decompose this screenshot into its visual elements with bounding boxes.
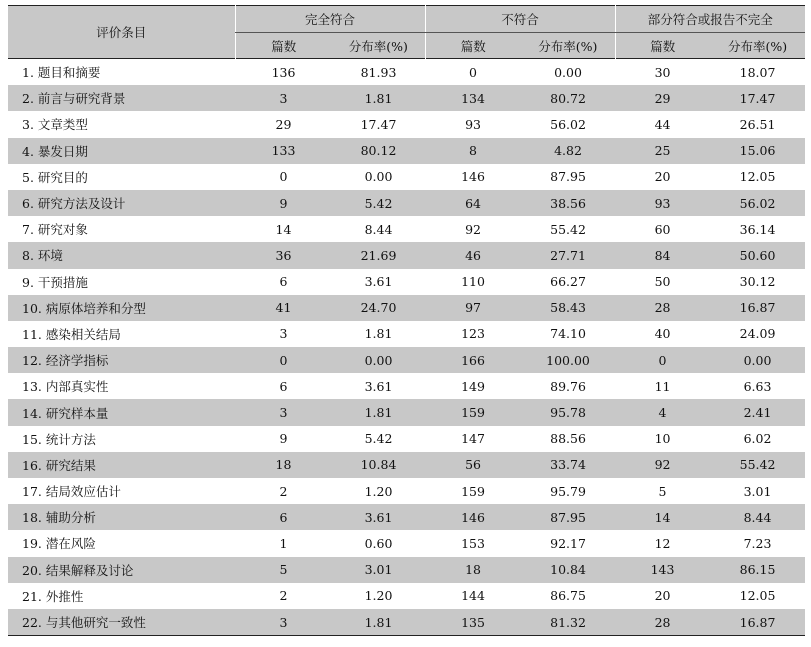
full-count: 0 <box>279 169 288 185</box>
partial-rate: 56.02 <box>710 190 805 216</box>
full-rate: 1.81 <box>364 326 393 342</box>
header-group-full: 完全符合 <box>235 6 425 33</box>
partial-rate: 6.63 <box>743 378 772 394</box>
table-row <box>8 557 805 583</box>
partial-rate: 3.01 <box>743 483 772 499</box>
full-rate: 17.47 <box>360 116 397 132</box>
partial-count: 84 <box>615 242 710 268</box>
non-rate: 27.71 <box>521 242 615 268</box>
non-count: 144 <box>461 588 485 604</box>
non-rate: 56.02 <box>550 116 586 132</box>
table-row <box>8 138 805 164</box>
evaluation-table <box>8 5 805 636</box>
full-count: 41 <box>235 295 332 321</box>
full-rate: 81.93 <box>360 64 397 80</box>
table-row <box>8 478 805 504</box>
non-count: 56 <box>425 452 521 478</box>
full-rate: 1.81 <box>332 609 425 636</box>
non-count: 64 <box>425 190 521 216</box>
full-count: 6 <box>279 378 288 394</box>
row-item-label: 5. 研究目的 <box>22 169 88 185</box>
non-count: 93 <box>465 116 481 132</box>
table-header <box>8 6 805 59</box>
table-row <box>8 242 805 268</box>
non-rate: 38.56 <box>521 190 615 216</box>
full-count: 6 <box>279 274 288 290</box>
non-count: 134 <box>425 85 521 111</box>
table-row <box>8 373 805 399</box>
partial-count: 50 <box>654 274 671 290</box>
row-item-label: 8. 环境 <box>8 242 235 268</box>
non-rate: 81.32 <box>521 609 615 636</box>
table-row <box>8 111 805 137</box>
full-count: 133 <box>235 138 332 164</box>
row-item-label: 10. 病原体培养和分型 <box>8 295 235 321</box>
partial-rate: 8.44 <box>710 504 805 530</box>
full-rate: 8.44 <box>364 221 393 237</box>
full-count: 14 <box>275 221 292 237</box>
full-count: 3 <box>235 85 332 111</box>
row-item-label: 21. 外推性 <box>22 588 84 604</box>
non-count: 46 <box>425 242 521 268</box>
full-rate: 21.69 <box>332 242 425 268</box>
header-rate: 分布率(%) <box>710 33 805 59</box>
non-rate: 0.00 <box>554 64 582 80</box>
full-rate: 1.81 <box>332 399 425 425</box>
non-rate: 4.82 <box>521 138 615 164</box>
table-row <box>8 583 805 609</box>
full-count: 9 <box>235 190 332 216</box>
partial-count: 143 <box>615 557 710 583</box>
table-body <box>8 59 805 636</box>
non-count: 147 <box>461 431 485 447</box>
partial-count: 0 <box>615 347 710 373</box>
full-count: 3 <box>235 609 332 636</box>
partial-count: 20 <box>654 169 671 185</box>
row-item-label: 19. 潜在风险 <box>22 536 96 552</box>
non-count: 123 <box>461 326 485 342</box>
row-item-label: 17. 结局效应估计 <box>22 484 121 500</box>
partial-count: 28 <box>615 295 710 321</box>
row-item-label: 4. 暴发日期 <box>8 138 235 164</box>
partial-count: 92 <box>615 452 710 478</box>
non-count: 135 <box>425 609 521 636</box>
header-count: 篇数 <box>235 33 332 59</box>
table-row <box>8 321 805 347</box>
header-group-non: 不符合 <box>425 6 615 33</box>
full-count: 6 <box>235 504 332 530</box>
row-item-label: 6. 研究方法及设计 <box>8 190 235 216</box>
partial-count: 40 <box>654 326 671 342</box>
non-rate: 88.56 <box>550 431 586 447</box>
full-rate: 5.42 <box>364 431 393 447</box>
partial-rate: 86.15 <box>710 557 805 583</box>
partial-rate: 15.06 <box>710 138 805 164</box>
non-count: 8 <box>425 138 521 164</box>
partial-count: 44 <box>654 116 671 132</box>
row-item-label: 18. 辅助分析 <box>8 504 235 530</box>
non-rate: 86.75 <box>550 588 586 604</box>
full-rate: 5.42 <box>332 190 425 216</box>
full-rate: 80.12 <box>332 138 425 164</box>
evaluation-table-container <box>8 5 805 636</box>
row-item-label: 9. 干预措施 <box>22 274 88 290</box>
full-rate: 0.00 <box>332 347 425 373</box>
partial-rate: 50.60 <box>710 242 805 268</box>
table-row <box>8 164 805 190</box>
non-count: 18 <box>425 557 521 583</box>
partial-rate: 16.87 <box>710 609 805 636</box>
table-row <box>8 190 805 216</box>
table-row <box>8 399 805 425</box>
full-rate: 1.81 <box>332 85 425 111</box>
non-rate: 55.42 <box>550 221 586 237</box>
partial-count: 11 <box>654 378 671 394</box>
full-count: 2 <box>279 483 288 499</box>
full-rate: 3.61 <box>364 378 393 394</box>
row-item-label: 3. 文章类型 <box>22 117 88 133</box>
non-count: 159 <box>461 483 485 499</box>
full-rate: 10.84 <box>332 452 425 478</box>
header-count: 篇数 <box>425 33 521 59</box>
partial-rate: 55.42 <box>710 452 805 478</box>
full-count: 136 <box>271 64 296 80</box>
full-rate: 0.00 <box>364 169 393 185</box>
non-count: 149 <box>461 378 485 394</box>
non-rate: 33.74 <box>521 452 615 478</box>
full-rate: 3.01 <box>332 557 425 583</box>
header-count: 篇数 <box>615 33 710 59</box>
row-item-label: 16. 研究结果 <box>8 452 235 478</box>
partial-rate: 7.23 <box>743 535 772 551</box>
partial-count: 30 <box>654 64 671 80</box>
table-row <box>8 295 805 321</box>
non-count: 146 <box>461 169 485 185</box>
partial-rate: 12.05 <box>739 588 776 604</box>
partial-rate: 17.47 <box>710 85 805 111</box>
non-count: 97 <box>425 295 521 321</box>
non-rate: 58.43 <box>521 295 615 321</box>
partial-count: 4 <box>615 399 710 425</box>
table-row <box>8 269 805 295</box>
partial-count: 25 <box>615 138 710 164</box>
non-rate: 87.95 <box>521 504 615 530</box>
non-rate: 95.79 <box>550 483 586 499</box>
partial-rate: 6.02 <box>743 431 772 447</box>
partial-count: 60 <box>654 221 671 237</box>
non-rate: 66.27 <box>550 274 586 290</box>
partial-count: 93 <box>615 190 710 216</box>
partial-count: 12 <box>654 535 671 551</box>
partial-count: 14 <box>615 504 710 530</box>
non-rate: 74.10 <box>550 326 586 342</box>
table-row <box>8 530 805 556</box>
full-count: 18 <box>235 452 332 478</box>
non-count: 153 <box>461 535 485 551</box>
table-row <box>8 85 805 111</box>
non-count: 110 <box>461 274 485 290</box>
full-rate: 24.70 <box>332 295 425 321</box>
partial-count: 10 <box>654 431 671 447</box>
non-count: 159 <box>425 399 521 425</box>
full-count: 2 <box>279 588 288 604</box>
row-item-label: 2. 前言与研究背景 <box>8 85 235 111</box>
full-count: 9 <box>279 431 288 447</box>
row-item-label: 13. 内部真实性 <box>22 379 109 395</box>
header-rate: 分布率(%) <box>332 33 425 59</box>
full-rate: 1.20 <box>364 483 393 499</box>
full-rate: 3.61 <box>364 274 393 290</box>
table-row <box>8 609 805 636</box>
non-rate: 95.78 <box>521 399 615 425</box>
non-rate: 100.00 <box>521 347 615 373</box>
table-row <box>8 347 805 373</box>
partial-rate: 16.87 <box>710 295 805 321</box>
non-rate: 92.17 <box>550 535 586 551</box>
row-item-label: 14. 研究样本量 <box>8 399 235 425</box>
non-rate: 87.95 <box>550 169 586 185</box>
full-rate: 1.20 <box>364 588 393 604</box>
partial-rate: 0.00 <box>710 347 805 373</box>
table-row <box>8 216 805 242</box>
table-row <box>8 426 805 452</box>
row-item-label: 12. 经济学指标 <box>8 347 235 373</box>
non-count: 92 <box>465 221 481 237</box>
non-rate: 80.72 <box>521 85 615 111</box>
full-count: 3 <box>279 326 288 342</box>
partial-count: 28 <box>615 609 710 636</box>
full-count: 5 <box>235 557 332 583</box>
row-item-label: 22. 与其他研究一致性 <box>8 609 235 636</box>
partial-count: 29 <box>615 85 710 111</box>
partial-rate: 30.12 <box>739 274 776 290</box>
header-group-partial: 部分符合或报告不完全 <box>615 6 805 33</box>
header-item: 评价条目 <box>8 6 235 59</box>
full-count: 36 <box>235 242 332 268</box>
row-item-label: 20. 结果解释及讨论 <box>8 557 235 583</box>
non-count: 166 <box>425 347 521 373</box>
non-count: 146 <box>425 504 521 530</box>
partial-rate: 26.51 <box>739 116 776 132</box>
row-item-label: 1. 题目和摘要 <box>22 65 101 81</box>
partial-rate: 18.07 <box>739 64 776 80</box>
full-count: 3 <box>235 399 332 425</box>
partial-count: 20 <box>654 588 671 604</box>
row-item-label: 11. 感染相关结局 <box>22 326 121 342</box>
non-rate: 10.84 <box>521 557 615 583</box>
partial-rate: 12.05 <box>739 169 776 185</box>
full-count: 1 <box>279 535 288 551</box>
table-row <box>8 452 805 478</box>
partial-count: 5 <box>658 483 667 499</box>
non-count: 0 <box>469 64 477 80</box>
full-count: 29 <box>275 116 292 132</box>
partial-rate: 36.14 <box>739 221 776 237</box>
full-rate: 3.61 <box>332 504 425 530</box>
partial-rate: 24.09 <box>739 326 776 342</box>
non-rate: 89.76 <box>550 378 586 394</box>
header-rate: 分布率(%) <box>521 33 615 59</box>
partial-rate: 2.41 <box>710 399 805 425</box>
row-item-label: 7. 研究对象 <box>22 222 88 238</box>
table-row <box>8 59 805 86</box>
full-rate: 0.60 <box>364 535 393 551</box>
table-row <box>8 504 805 530</box>
full-count: 0 <box>235 347 332 373</box>
row-item-label: 15. 统计方法 <box>22 431 96 447</box>
